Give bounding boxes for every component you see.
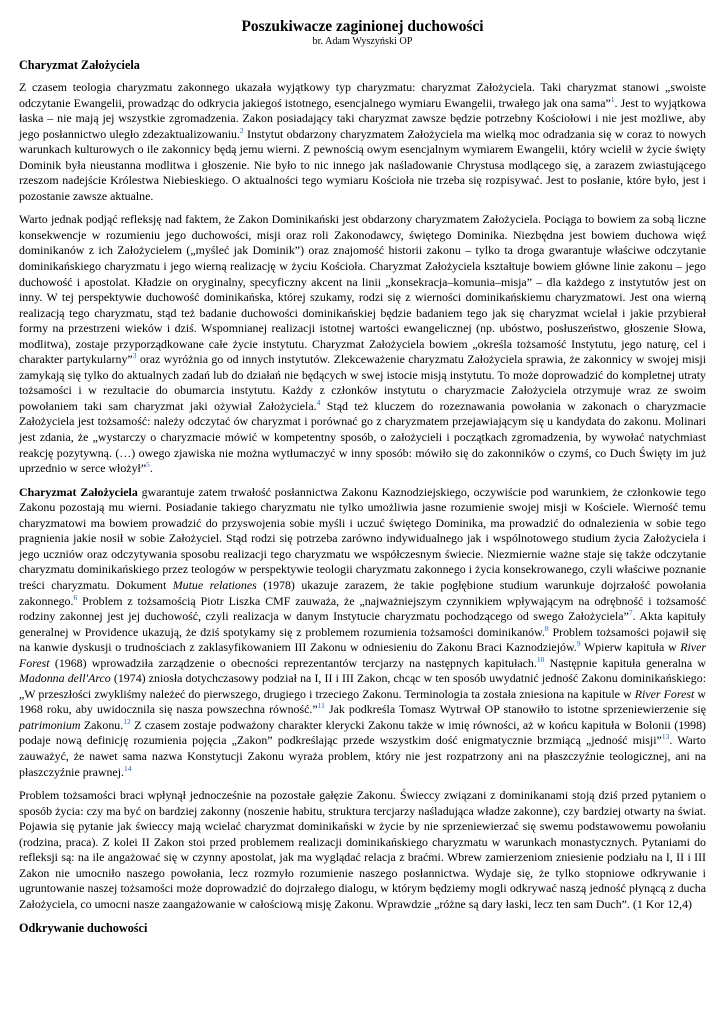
text-run: . Jest to wyjątkowa łaska – nie mają jej wszystkie zgromadzenia. Zakon posiadający taki charyzmat zawsze będzie potrzebny Kościołowi i nie jest możliwe, aby jego posłannictwo uległo zdezaktualizowaniu. [19,95,707,141]
text-run: gwarantuje zatem trwałość posłannictwa Zakonu Kaznodziejskiego, oczywiście pod warunkiem, że członkowie tego Zakonu pozostają mu wierni. Posiadanie takiego charyzmatu nie tylko umożliwia jasne rozumienie swojej misji w Kościele. Wierność temu charyzmatowi ma bowiem prowadzić do przyswojenia sobie myśli i uczuć świętego Dominika, ma prowadzić do odnalezienia w sobie tego pragnienia jakie nosił w sobie Założyciel. Stąd rodzi się potrzeba zarówno indywidualnego jak i wspólnotowego studium życia Założyciela i jego uczniów oraz odczytywania sposobu realizacji tego charyzmatu we współczesnym świecie. Niezmiernie ważne staje się także odczytanie charyzmatu dominikańskiego przez teologów w perspektywie teologii charyzmatu zakonnego i życia konsekrowanego, czyli właściwe poznanie treści charyzmatu. Dokument [19,484,706,592]
footnote-ref-2[interactable]: 2 [239,125,244,135]
footnote-ref-13[interactable]: 13 [661,732,670,742]
italic-title: Mutue relationes [172,577,257,592]
text-run: Problem tożsamości pojawił się na kanwie dyskusji o trudnościach z zaklasyfikowaniem III Zakonu w odniesieniu do Zakonu Braci Kaznodziejów. [19,624,706,655]
footnote-ref-5[interactable]: 5 [146,460,150,470]
footnote-ref-10[interactable]: 10 [536,654,545,664]
author-line: br. Adam Wyszyński OP [312,36,413,47]
text-run: w 1968 roku, aby uwidocznila się nasza powszechna równość.” [19,686,706,717]
text-run: . [149,461,153,476]
italic-title: River Forest [634,686,695,701]
text-run: (1974) zniosła dotychczasowy podział na I, II i III Zakon, chcąc w ten sposób uwydatnić jedność Zakonu dominikańskiego: „W przeszłości zwykliśmy należeć do pierwszego, drugiego i trzeciego Zakonu. Terminologia ta została zniesiona na kapitule w [19,671,706,701]
paragraph [19,485,706,780]
text-run: Jak podkreśla Tomasz Wytrwał OP stanowiło to istotne sprzeniewierzenie się [324,702,706,717]
text-run: Warto jednak podjąć refleksję nad faktem, że Zakon Dominikański jest obdarzony charyzmatem Założyciela. Pociąga to bowiem za sobą liczne konsekwencje w rozumieniu jego duchowości, misji oraz roli Zakonodawcy, świętego Dominika. Niezbędna jest bowiem duchowa więź dominikanów z ich Założycielem („myśleć jak Dominik”) oraz znajomość historii zakonu – tylko ta droga gwarantuje właściwe odczytanie dominikańskiego charyzmatu i jego wierną realizację w życiu Kościoła. Charyzmat Założyciela kształtuje bowiem główne linie zakonu – jego duchowość i apostolat. Kładzie on oryginalny, specyficzny akcent na linii „konsekracja–komunia–misja” – dla każdego z instytutów jest on inny. W tej perspektywie duchowość dominikańska, której szukamy, rodzi się z wierności dominikańskiemu charyzmatowi. Jest ona wierną realizacją tego charyzmatu, stąd też badanie duchowości dominikańskiej będzie badaniem tego jak się charyzmat wcielał i jakie przybierał formy na przestrzeni wieków i dziś. Wspomnianej realizacji istotnej wartości ewangelicznej (np. ubóstwo, posłuszeństwo, głoszenie Słowa, modlitwa), zostaje przyporządkowane całe życie instytutu. Charyzmat Założyciela bowiem „określa tożsamość Instytutu, jego naturę, cel i charakter partykularny” [19,212,706,367]
section-heading-charyzmat: Charyzmat Założyciela [19,58,140,72]
text-run: Z czasem teologia charyzmatu zakonnego ukazała wyjątkowy typ charyzmatu: charyzmat Założyciela. Taki charyzmat stanowi „swoiste odczytanie Ewangelii, prowadząc do odkrycia jakiegoś istotnego, esencjalnego wymiaru Ewangelii, trwałego jak ona sama” [19,80,706,110]
footnote-ref-11[interactable]: 11 [317,701,325,711]
footnote-ref-14[interactable]: 14 [123,763,132,773]
bold-lead: Charyzmat Założyciela [19,484,138,499]
text-run: (1968) wprowadziła zarządzenie o obecności reprezentantów tercjarzy na następnych kapitułach. [49,655,537,670]
page-title: Poszukiwacze zaginionej duchowości [241,18,484,35]
paragraph [19,80,706,204]
footnote-ref-8[interactable]: 8 [544,623,549,633]
footnote-ref-6[interactable]: 6 [73,592,78,602]
paragraph [19,788,706,912]
italic-title: patrimonium [19,717,81,732]
text-run: Stąd też kluczem do rozeznawania powołania w zakonach o charyzmacie Założyciela jest tożsamość: należy odczytać ów charyzmat i porównać go z charyzmatem przejawiającym się u kandydata do zakonu. Molinari jest zdania, że „wystarczy o charyzmacie mówić w kompetentny sposób, o założycieli i początkach zgromadzenia, by wywołać natychmiast reakcję pozytywną. (…) owego zjawiska nie można wytłumaczyć w inny sposób: mówiło się do zakonników o czymś, co Duch Święty im już uprzednio w serce włożył” [19,398,706,476]
text-run: . Akta kapituły generalnej w Providence ukazują, że dziś spotykamy się z problemem rozumienia tożsamości dominikanów. [19,609,706,639]
text-run: Wpierw kapituła w [580,640,681,655]
footnote-ref-7[interactable]: 7 [628,608,633,618]
italic-title: Madonna dell'Arco [19,671,111,686]
text-run: oraz wyróżnia go od innych instytutów. Zlekceważenie charyzmatu Założyciela sprawia, że zakonnicy w swojej misji zamykają się tylko do aktualnych zadań lub do działań nie będących w swej istocie misją instytutu. To może doprowadzić do kompletnej utraty tożsamości i w rezultacie do obumarcia instytutu. Każdy z członków instytutu o charyzmacie Założyciela otrzymuje wraz ze swoim powołaniem taki sam charyzmat jaki ożywiał Założyciela. [19,352,706,413]
paragraph [19,212,706,476]
text-run: Instytut obdarzony charyzmatem Założyciela ma wielką moc odradzania się w coraz to nowych warunkach kulturowych o ile zakonnicy będą jemu wierni. Z pewnością owym esencjalnym wymiarem Ewangelii, który wcielił w życie święty Dominik była nieustanna modlitwa i głoszenie. Nie było to nic innego jak naśladowanie Chrystusa modlącego się, a zarazem zwiastującego rzeszom nadejście Królestwa Niebieskiego. O aktualności tego wymiaru Kościoła nie trzeba się rozpisywać. Jest to posłanie, które było, jest i pozostanie zawsze aktualne. [19,126,706,203]
italic-title: River Forest [19,640,706,670]
text-run: Zakonu. [80,717,124,732]
footnote-ref-4[interactable]: 4 [316,397,321,407]
footnote-ref-3[interactable]: 3 [132,351,137,361]
text-run: Z czasem zostaje podważony charakter klerycki Zakonu także w imię równości, aż w końcu kapituła w Bolonii (1998) podaje nową definicję rozumienia pojęcia „Zakon” podkreślając przede wszystkim dość enigmatycznie brzmiącą „jedność misji” [19,717,706,748]
text-run: Problem z tożsamością Piotr Liszka CMF zauważa, że „najważniejszym czynnikiem wpływającym na odrębność i tożsamość rodziny zakonnej jest jej duchowość, czyli realizacja w danym Instytucie charyzmatu pochodzącego od swego Założyciela” [19,593,706,624]
footnote-ref-12[interactable]: 12 [123,716,131,726]
section-heading-odkrywanie: Odkrywanie duchowości [19,921,148,936]
text-run: . Warto zauważyć, że nawet sama nazwa Konstytucji Zakonu wyraża problem, który nie jest rozpatrzony ani na płaszczyźnie teologicznej, ani na płaszczyźnie prawnej. [19,733,706,779]
text-run: Następnie kapituła generalna w [544,655,706,670]
text-run: Problem tożsamości braci wpłynął jednocześnie na pozostałe gałęzie Zakonu. Świeccy związani z dominikanami stoją dziś przed pytaniem o sposób życia: czy ma być on bardziej zakonny (noszenie habitu, struktura tercjarzy naśladująca władze zakonne), czy bardziej otwarty na świat. Pojawia się pytanie jak świeccy mają wcielać charyzmat dominikański w życie by nie sprzeniewierzać się swemu podstawowemu powołaniu (rodzina, praca). Z kolei II Zakon stoi przed problemem realizacji dominikańskiego charyzmatu w warunkach monastycznych. Pytaniami do refleksji są: na ile angażować się w czynny apostolat, jak ma wyglądać relacja z braćmi. Wbrew zamierzeniom zniesienie podziału na I, II i III Zakon nie umocniło naszego powołania, lecz rozmyło rozumienie naszego posłannictwa. Wydaje się, że tylko stopniowe odkrywanie i ugruntowanie naszej tożsamości może doprowadzić do dojrzałego dialogu, w którym będziemy mogli odkrywać naszą jedność płynącą z ducha Założyciela, co umocni nasze zaangażowanie w całościową misję Zakonu. Wprawdzie „różne są dary łaski, lecz ten sam Duch”. (1 Kor 12,4) [19,788,706,911]
text-run: (1978) ukazuje zarazem, że takie pogłębione studium warunkuje dojrzałość powołania zakonnego. [19,577,706,608]
footnote-ref-9[interactable]: 9 [576,639,581,649]
footnote-ref-1[interactable]: 1 [610,94,615,104]
